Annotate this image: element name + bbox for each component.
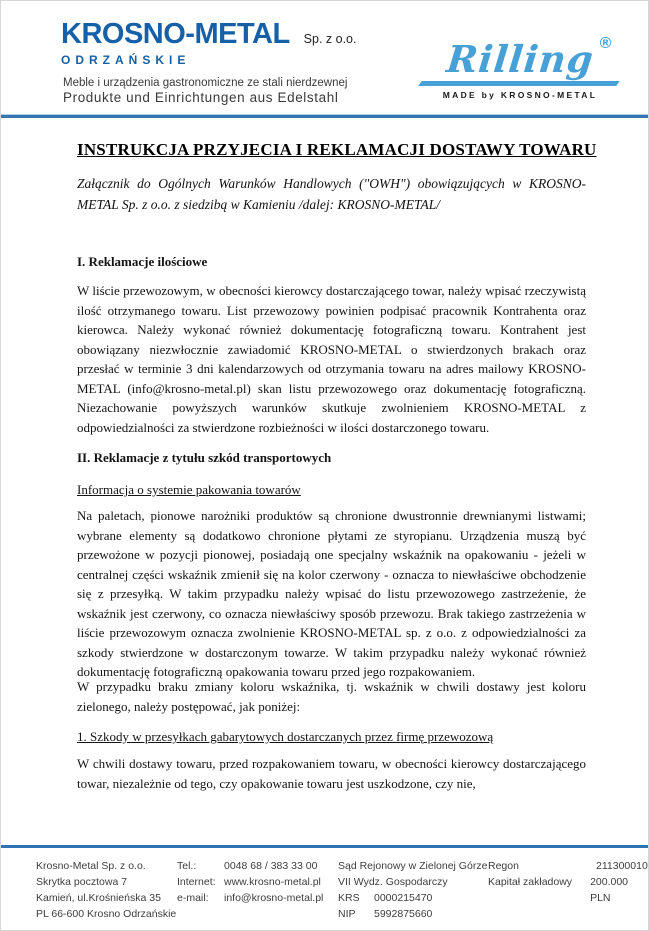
brand-suffix: Sp. z o.o. (303, 32, 357, 46)
footer-internet-label: Internet: (177, 876, 216, 888)
footer-krs-label: KRS (338, 892, 360, 904)
brand-wordmark: KROSNO-METAL (61, 18, 290, 50)
rilling-caption: MADE by KROSNO-METAL (442, 90, 598, 100)
footer-regon-label: Regon (488, 860, 519, 872)
footer-capital-label: Kapitał zakładowy (488, 876, 573, 888)
footer-court-line1: Sąd Rejonowy w Zielonej Górze (338, 860, 488, 872)
footer-nip-label: NIP (338, 908, 356, 920)
header-divider (1, 114, 648, 118)
footer-court-block (338, 858, 487, 922)
footer-court-line2: VII Wydz. Gospodarczy (338, 876, 448, 888)
footer-street: Kamień, ul.Krośnieńska 35 (36, 892, 161, 904)
footer-krs-value: 0000215470 (374, 892, 433, 904)
footer (1, 858, 648, 928)
footer-city: PL 66-600 Krosno Odrzańskie (36, 908, 177, 920)
rilling-wordmark: Rilling (444, 37, 596, 81)
footer-regon-value: 211300010 (596, 860, 648, 872)
section-heading-2: II. Reklamacje z tytułu szkód transportowych (77, 450, 332, 465)
paragraph-indicator-green: W przypadku braku zmiany koloru wskaźnika, tj. wskaźnik w chwili dostawy jest koloru zielonego, należy postępować, jak poniżej: (77, 679, 586, 714)
footer-company-name: Krosno-Metal Sp. z o.o. (36, 860, 146, 872)
footer-capital-value: 200.000 PLN (590, 876, 629, 904)
paragraph-packaging-system: Na paletach, pionowe narożniki produktów są chronione dwustronnie drewnianymi listwami; wybrane elementy są dodatkowo chronione płytami ze styropianu. Urządzenia muszą być przewożone w pozycji pionowej, posiadają one specjalny wskaźnik na opakowaniu - jeżeli w centralnej części wskaźnik zmienił się na kolor czerwony - oznacza to niewłaściwe obchodzenie się z przesyłką. W takim przypadku należy wpisać do listu przewozowego zastrzeżenie, że wskaźnik jest czerwony, co oznacza niewłaściwy sposób przewozu. Brak takiego zastrzeżenia w liście przewozowym oznacza zwolnienie KROSNO-METAL sp. z o.o. z odpowiedzialności za szkody stwierdzone w dostarczonym towarze. W takim przypadku należy wykonać również dokumentację fotograficzną opakowania towaru przed jego rozpakowaniem. (77, 508, 586, 679)
company-tagline (63, 77, 347, 105)
tagline-german: Produkte und Einrichtungen aus Edelstahl (63, 90, 339, 105)
company-logo (61, 20, 356, 67)
footer-tel-value: 0048 68 / 383 33 00 (224, 860, 318, 872)
footer-divider (1, 845, 648, 848)
subsection-oversize-shipments: 1. Szkody w przesyłkach gabarytowych dostarczanych przez firmę przewozową (77, 729, 494, 744)
page-title: INSTRUKCJA PRZYJECIA I REKLAMACJI DOSTAWY TOWARU (77, 140, 597, 159)
footer-contact-block (177, 858, 323, 906)
brand-subtitle: ODRZAŃSKIE (61, 53, 191, 67)
rilling-logo (420, 35, 620, 100)
paragraph-quantity-claims: W liście przewozowym, w obecności kierowcy dostarczającego towar, należy wpisać rzeczywistą ilość otrzymanego towaru. List przewozowy powinien podpisać pracownik Kontrahenta oraz kierowca. Należy wykonać również dokumentację fotograficzną towaru. Kontrahent jest obowiązany niezwłocznie zawiadomić KROSNO-METAL o stwierdzonych brakach oraz przesłać w terminie 3 dni kalendarzowych od otrzymania towaru na adres mailowy KROSNO-METAL (info@krosno-metal.pl) skan listu przewozowego oraz dokumentację fotograficzną. Niezachowanie powyższych warunków skutkuje zwolnieniem KROSNO-METAL z odpowiedzialności za stwierdzone rozbieżności w ilości dostarczonego towaru. (77, 283, 586, 435)
footer-address-block (36, 858, 176, 922)
footer-nip-value: 5992875660 (374, 908, 433, 920)
section-heading-1: I. Reklamacje ilościowe (77, 254, 208, 269)
subsection-packaging-info: Informacja o systemie pakowania towarów (77, 482, 301, 497)
document-subtitle: Załącznik do Ogólnych Warunków Handlowych ("OWH") obowiązujących w KROSNO-METAL Sp. z o.o. z siedzibą w Kamieniu /dalej: KROSNO-METAL/ (77, 176, 586, 212)
registered-trademark-icon: ® (599, 35, 612, 52)
footer-internet-value: www.krosno-metal.pl (224, 876, 321, 888)
footer-po-box: Skrytka pocztowa 7 (36, 876, 128, 888)
tagline-polish: Meble i urządzenia gastronomiczne ze stali nierdzewnej (63, 77, 348, 89)
footer-registry-block (488, 858, 648, 906)
footer-email-value: info@krosno-metal.pl (224, 892, 324, 904)
paragraph-delivery-procedure: W chwili dostawy towaru, przed rozpakowaniem towaru, w obecności kierowcy dostarczającego towar, niezależnie od tego, czy opakowanie towaru jest uszkodzone, czy nie, (77, 756, 586, 791)
footer-email-label: e-mail: (177, 892, 209, 904)
footer-tel-label: Tel.: (177, 860, 197, 872)
rilling-underline-bar (418, 81, 620, 86)
